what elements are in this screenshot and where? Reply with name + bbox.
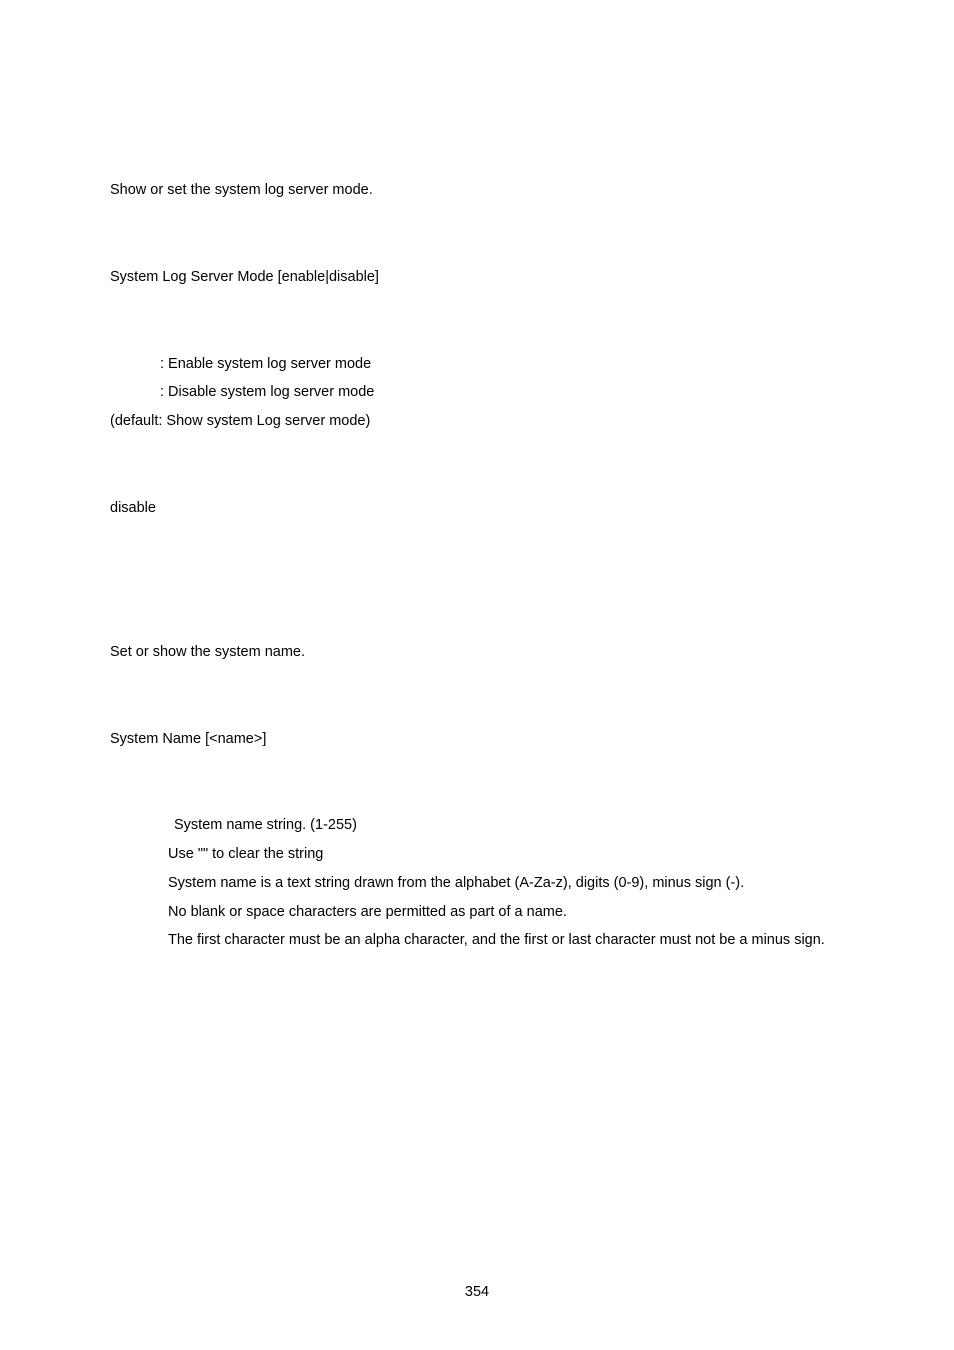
syslog-mode-description: Show or set the system log server mode. xyxy=(110,182,373,198)
system-name-param-clear: Use "" to clear the string xyxy=(168,846,324,862)
system-name-param-first-char: The first character must be an alpha character, and the first or last character must not be a minus sign. xyxy=(168,932,825,948)
system-name-syntax: System Name [<name>] xyxy=(110,731,267,747)
page-number: 354 xyxy=(464,1284,490,1300)
system-name-param-range: System name string. (1-255) xyxy=(174,817,357,833)
syslog-mode-param-disable: : Disable system log server mode xyxy=(160,384,375,400)
system-name-param-no-spaces: No blank or space characters are permitted as part of a name. xyxy=(168,904,567,920)
syslog-mode-param-enable: : Enable system log server mode xyxy=(160,356,372,372)
system-name-param-alphabet: System name is a text string drawn from the alphabet (A-Za-z), digits (0-9), minus sign (-). xyxy=(168,875,745,891)
syslog-mode-syntax: System Log Server Mode [enable|disable] xyxy=(110,269,379,285)
syslog-mode-default-value: disable xyxy=(110,500,156,516)
system-name-description: Set or show the system name. xyxy=(110,644,306,660)
syslog-mode-default-note: (default: Show system Log server mode) xyxy=(110,413,371,429)
